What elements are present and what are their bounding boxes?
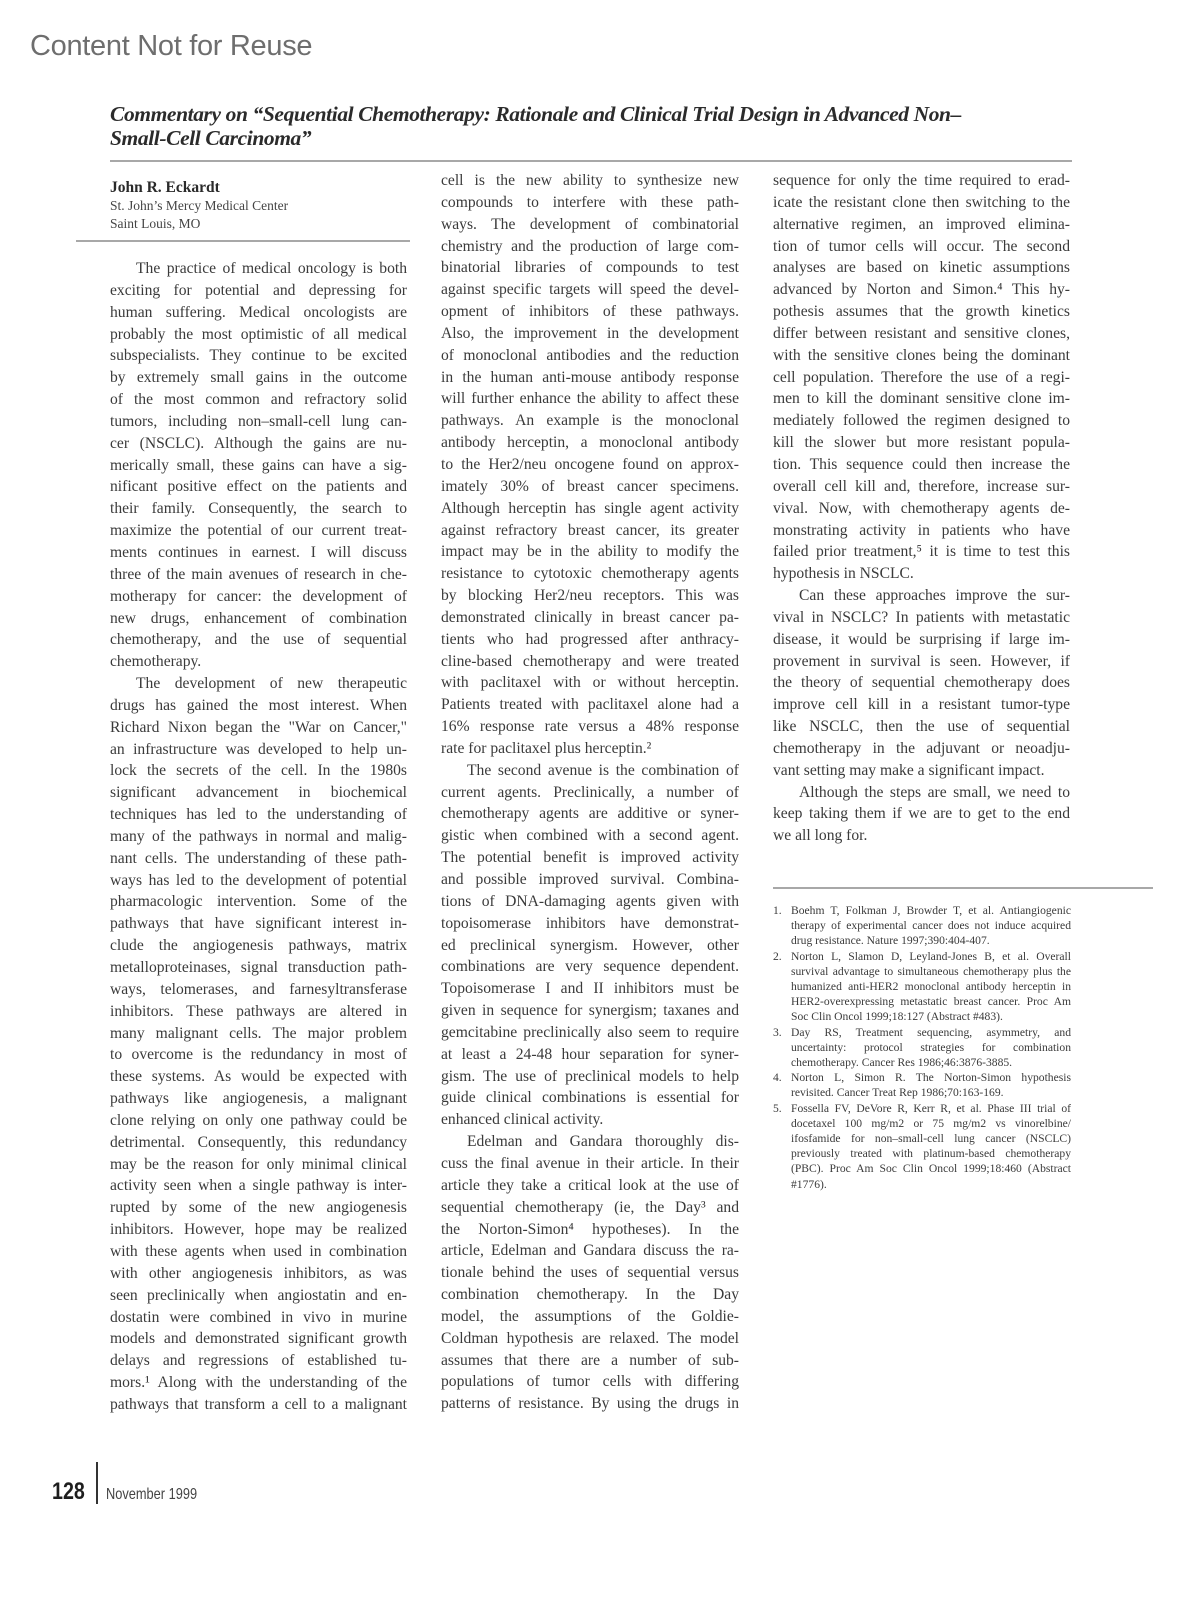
reference-item <box>773 1025 1071 1071</box>
text-line: enhanced clinical activity. <box>441 1111 604 1129</box>
text-line: tumors, including non–small-cell lung can- <box>110 412 407 430</box>
text-line: mors.¹ Along with the understanding of the <box>110 1374 407 1392</box>
text-line: many malignant cells. The major problem <box>110 1024 407 1042</box>
text-line: three of the main avenues of research in che- <box>110 565 407 583</box>
text-line: pathways. An example is the monoclonal <box>441 412 739 430</box>
text-line: ways. The development of combinatorial <box>441 215 739 233</box>
text-line: pothesis assumes that the growth kinetics <box>773 303 1070 321</box>
text-line: impact may be in the ability to modify the <box>441 543 739 561</box>
text-line: the theory of sequential chemotherapy does <box>773 674 1070 692</box>
text-line: chemotherapy agents are additive or syner- <box>441 805 739 823</box>
watermark-text: Content Not for Reuse <box>30 30 313 62</box>
text-line: vival. Now, with chemotherapy agents de- <box>773 499 1070 517</box>
text-line: against specific targets will speed the devel- <box>441 281 739 299</box>
text-line: compounds to interfere with these path- <box>441 193 739 211</box>
text-line: ed preclinical synergism. However, other <box>441 936 739 954</box>
text-line: of monoclonal antibodies and the reduction <box>441 346 739 364</box>
text-line: tients who had progressed after anthracy- <box>441 630 739 648</box>
text-line: combinations are very sequence dependent. <box>441 958 739 976</box>
text-line: of the most common and refractory solid <box>110 391 407 409</box>
text-line: cell population. Therefore the use of a regi- <box>773 368 1070 386</box>
text-line: pharmacologic intervention. Some of the <box>110 893 407 911</box>
title-divider <box>110 160 1072 162</box>
text-line: lock the secrets of the cell. In the 1980s <box>110 762 407 780</box>
text-line: article they take a critical look at the use of <box>441 1176 739 1194</box>
text-line: by blocking Her2/neu receptors. This was <box>441 587 739 605</box>
text-line: delays and regressions of established tu- <box>110 1352 407 1370</box>
text-line: with the sensitive clones being the dominant <box>773 346 1070 364</box>
text-line: an infrastructure was developed to help un- <box>110 740 407 758</box>
text-line: icate the resistant clone then switching to the <box>773 193 1070 211</box>
text-line: clone relying on only one pathway could be <box>110 1111 407 1129</box>
article-title <box>110 102 1070 150</box>
text-line: the Norton-Simon⁴ hypotheses). In the <box>441 1220 739 1238</box>
reference-text: Norton L, Simon R. The Norton-Simon hypothesis revisited. Cancer Treat Rep 1986;70:163-169. <box>791 1071 1071 1100</box>
text-line: inhibitors. These pathways are altered in <box>110 1002 407 1020</box>
text-line: failed prior treatment,⁵ it is time to test this <box>773 543 1070 561</box>
footer-divider <box>96 1462 98 1504</box>
text-line: may be the reason for only minimal clinical <box>110 1155 407 1173</box>
text-line: Can these approaches improve the sur- <box>799 587 1070 605</box>
author-location: Saint Louis, MO <box>110 216 201 231</box>
text-line: combination chemotherapy. In the Day <box>441 1286 739 1304</box>
author-block <box>110 178 410 233</box>
body-column-1 <box>110 258 407 1416</box>
text-line: provement in survival is seen. However, if <box>773 652 1070 670</box>
text-line: Patients treated with paclitaxel alone had a <box>441 696 739 714</box>
text-line: improve cell kill in a resistant tumor-type <box>773 696 1070 714</box>
page-footer <box>52 1462 220 1504</box>
text-line: pathways like angiogenesis, a malignant <box>110 1090 407 1108</box>
text-line: gism. The use of preclinical models to help <box>441 1067 739 1085</box>
text-line: Richard Nixon began the "War on Cancer," <box>110 718 407 736</box>
text-line: ments continues in earnest. I will discuss <box>110 543 407 561</box>
text-line: new drugs, enhancement of combination <box>110 609 407 627</box>
text-line: like NSCLC, then the use of sequential <box>773 718 1070 736</box>
text-line: binatorial libraries of compounds to test <box>441 259 739 277</box>
reference-item <box>773 949 1071 1025</box>
text-line: sequential chemotherapy (ie, the Day³ and <box>441 1198 739 1216</box>
text-line: drugs has gained the most interest. When <box>110 696 407 714</box>
text-line: The practice of medical oncology is both <box>136 260 407 277</box>
text-line: detrimental. Consequently, this redundancy <box>110 1133 407 1151</box>
text-line: ways, telomerases, and farnesyltransferase <box>110 980 407 998</box>
text-line: with these agents when used in combination <box>110 1242 407 1260</box>
text-line: vant setting may make a significant impact. <box>773 761 1045 779</box>
text-line: in the human anti-mouse antibody response <box>441 368 739 386</box>
text-line: cell is the new ability to synthesize new <box>441 172 739 189</box>
text-line: The potential benefit is improved activity <box>441 849 739 867</box>
text-line: cuss the final avenue in their article. In their <box>441 1154 739 1172</box>
text-line: men to kill the dominant sensitive clone im- <box>773 390 1070 408</box>
text-line: assumes that there are a number of sub- <box>441 1351 739 1369</box>
text-line: given in sequence for synergism; taxanes and <box>441 1002 739 1020</box>
text-line: with other angiogenesis inhibitors, as was <box>110 1264 407 1282</box>
text-line: cline-based chemotherapy and were treated <box>441 652 739 670</box>
page-number: 128 <box>52 1478 85 1505</box>
reference-item <box>773 903 1071 949</box>
text-line: sequence for only the time required to erad- <box>773 172 1070 189</box>
text-line: at least a 24-48 hour separation for syner- <box>441 1045 739 1063</box>
text-line: monstrating activity in patients who have <box>773 521 1070 539</box>
text-line: nificant positive effect on the patients and <box>110 478 407 496</box>
text-line: ways has led to the development of potential <box>110 871 407 889</box>
text-line: many of the pathways in normal and malig- <box>110 827 407 845</box>
text-line: motherapy for cancer: the development of <box>110 587 407 605</box>
text-line: gistic when combined with a second agent. <box>441 827 739 845</box>
issue-date: November 1999 <box>106 1486 198 1503</box>
text-line: pathways that have significant interest in- <box>110 915 407 933</box>
text-line: rupted by some of the new angiogenesis <box>110 1199 407 1217</box>
text-line: inhibitors. However, hope may be realized <box>110 1221 407 1239</box>
text-line: gemcitabine preclinically also seem to require <box>441 1023 739 1041</box>
text-line: patterns of resistance. By using the drugs in <box>441 1395 739 1413</box>
text-line: cer (NSCLC). Although the gains are nu- <box>110 434 407 452</box>
text-line: keep taking them if we are to get to the end <box>773 805 1070 823</box>
reference-number: 5. <box>773 1101 782 1115</box>
text-line: kill the slower but more resistant popula- <box>773 434 1070 452</box>
text-line: against refractory breast cancer, its greater <box>441 521 739 539</box>
text-line: overall cell kill and, therefore, increase sur- <box>773 477 1070 495</box>
text-line: subspecialists. They continue to be excited <box>110 347 407 365</box>
text-line: human suffering. Medical oncologists are <box>110 303 407 321</box>
text-line: tion of tumor cells will occur. The second <box>773 237 1070 255</box>
text-line: these systems. As would be expected with <box>110 1068 407 1086</box>
text-line: analyses are based on kinetic assumptions <box>773 259 1070 277</box>
text-line: models and demonstrated significant growth <box>110 1330 407 1348</box>
article-title-line1: Commentary on “Sequential Chemotherapy: Rationale and Clinical Trial Design in Advanced Non– <box>110 102 961 126</box>
text-line: alternative regimen, an improved elimina- <box>773 215 1070 233</box>
text-line: merically small, these gains can have a sig- <box>110 456 407 474</box>
reference-number: 3. <box>773 1025 782 1039</box>
text-line: The development of new therapeutic <box>136 675 407 693</box>
text-line: maximize the potential of our current treat- <box>110 522 407 540</box>
article-title-line2: Small-Cell Carcinoma” <box>110 126 312 150</box>
text-line: and possible improved survival. Combina- <box>441 871 739 888</box>
text-line: activity seen when a single pathway is inter- <box>110 1177 407 1195</box>
text-line: to the Her2/neu oncogene found on approx- <box>441 455 739 473</box>
reference-text: Fossella FV, DeVore R, Kerr R, et al. Phase III trial of docetaxel 100 mg/m2 or 75 mg/m2 vs vinorelbine/ ifosfamide for non–small-cell lung cancer (NSCLC) previously treated with platinum-based chemotherapy (PBC). Proc Am Soc Clin Oncol 1999;18:460 (Abstract #1776). <box>791 1101 1071 1191</box>
text-line: model, the assumptions of the Goldie- <box>441 1307 739 1325</box>
references-list <box>773 903 1071 1192</box>
text-line: by extremely small gains in the outcome <box>110 369 407 387</box>
reference-text: Norton L, Slamon D, Leyland-Jones B, et al. Overall survival advantage to simultaneous chemotherapy plus the humanized anti-HER2 monoclonal antibody herceptin in HER2-overexpressing metastatic breast cancer. Proc Am Soc Clin Oncol 1999;18:127 (Abstract #483). <box>791 949 1071 1024</box>
text-line: resistance to cytotoxic chemotherapy agents <box>441 565 739 583</box>
text-line: seen preclinically when angiostatin and en- <box>110 1286 407 1304</box>
text-line: chemotherapy in the adjuvant or neoadju- <box>773 739 1070 757</box>
text-line: differ between resistant and sensitive clones, <box>773 324 1070 342</box>
text-line: 16% response rate versus a 48% response <box>441 718 739 736</box>
text-line: disease, it would be surprising if large im- <box>773 630 1070 648</box>
text-line: chemistry and the production of large com- <box>441 237 739 255</box>
text-line: we all long for. <box>773 827 868 845</box>
reference-item <box>773 1070 1071 1100</box>
author-affiliation: St. John’s Mercy Medical Center <box>110 198 289 213</box>
text-line: clude the angiogenesis pathways, matrix <box>110 937 407 955</box>
text-line: techniques has led to the understanding of <box>110 806 407 824</box>
text-line: rate for paclitaxel plus herceptin.² <box>441 739 652 757</box>
reference-number: 4. <box>773 1071 782 1085</box>
text-line: chemotherapy. <box>110 653 202 671</box>
text-line: Although herceptin has single agent activity <box>441 499 739 517</box>
text-line: advanced by Norton and Simon.⁴ This hy- <box>773 281 1070 299</box>
text-line: opment of inhibitors of these pathways. <box>441 303 739 321</box>
text-line: their family. Consequently, the search to <box>110 500 407 518</box>
text-line: populations of tumor cells with differing <box>441 1373 739 1391</box>
text-line: Topoisomerase I and II inhibitors must be <box>441 980 739 998</box>
text-line: antibody herceptin, a monoclonal antibody <box>441 434 739 452</box>
text-line: Also, the improvement in the development <box>441 324 739 342</box>
text-line: Edelman and Gandara thoroughly dis- <box>467 1133 739 1151</box>
text-line: Although the steps are small, we need to <box>799 783 1070 801</box>
text-line: vival in NSCLC? In patients with metastatic <box>773 608 1070 626</box>
body-column-2 <box>441 170 739 1415</box>
body-column-3 <box>773 170 1070 847</box>
text-line: mediately followed the regimen designed to <box>773 412 1070 430</box>
text-line: tion. This sequence could then increase the <box>773 455 1070 473</box>
text-line: probably the most optimistic of all medical <box>110 325 407 343</box>
text-line: guide clinical combinations is essential for <box>441 1089 739 1107</box>
text-line: demonstrated clinically in breast cancer pa- <box>441 608 739 626</box>
reference-text: Boehm T, Folkman J, Browder T, et al. Antiangiogenic therapy of experimental cancer does not induce acquired drug resistance. Nature 1997;390:404-407. <box>791 904 1071 948</box>
references-divider <box>773 887 1153 889</box>
text-line: with paclitaxel with or without herceptin. <box>441 674 739 692</box>
reference-item <box>773 1101 1071 1192</box>
text-line: topoisomerase inhibitors have demonstrat- <box>441 914 739 932</box>
text-line: metalloproteinases, signal transduction path- <box>110 959 407 976</box>
text-line: tions of DNA-damaging agents given with <box>441 892 739 910</box>
text-line: dostatin were combined in vivo in murine <box>110 1308 407 1326</box>
text-line: will further enhance the ability to affect these <box>441 390 739 408</box>
text-line: tionale behind the uses of sequential versus <box>441 1264 739 1282</box>
text-line: significant advancement in biochemical <box>110 784 407 802</box>
text-line: imately 30% of breast cancer specimens. <box>441 477 739 495</box>
text-line: nant cells. The understanding of these path- <box>110 849 407 867</box>
reference-number: 1. <box>773 904 782 917</box>
text-line: hypothesis in NSCLC. <box>773 565 914 583</box>
text-line: exciting for potential and depressing for <box>110 281 407 299</box>
text-line: chemotherapy, and the use of sequential <box>110 631 407 649</box>
author-divider <box>76 240 410 242</box>
reference-text: Day RS, Treatment sequencing, asymmetry, and uncertainty: protocol strategies for combination chemotherapy. Cancer Res 1986;46:3876-3885. <box>791 1025 1071 1070</box>
reference-number: 2. <box>773 949 782 963</box>
text-line: pathways that transform a cell to a malignant <box>110 1395 407 1413</box>
author-name: John R. Eckardt <box>110 179 220 196</box>
text-line: article, Edelman and Gandara discuss the ra- <box>441 1242 739 1260</box>
text-line: current agents. Preclinically, a number of <box>441 783 739 801</box>
text-line: The second avenue is the combination of <box>467 761 739 779</box>
text-line: to overcome is the redundancy in most of <box>110 1046 407 1064</box>
text-line: Coldman hypothesis are relaxed. The model <box>441 1329 739 1347</box>
